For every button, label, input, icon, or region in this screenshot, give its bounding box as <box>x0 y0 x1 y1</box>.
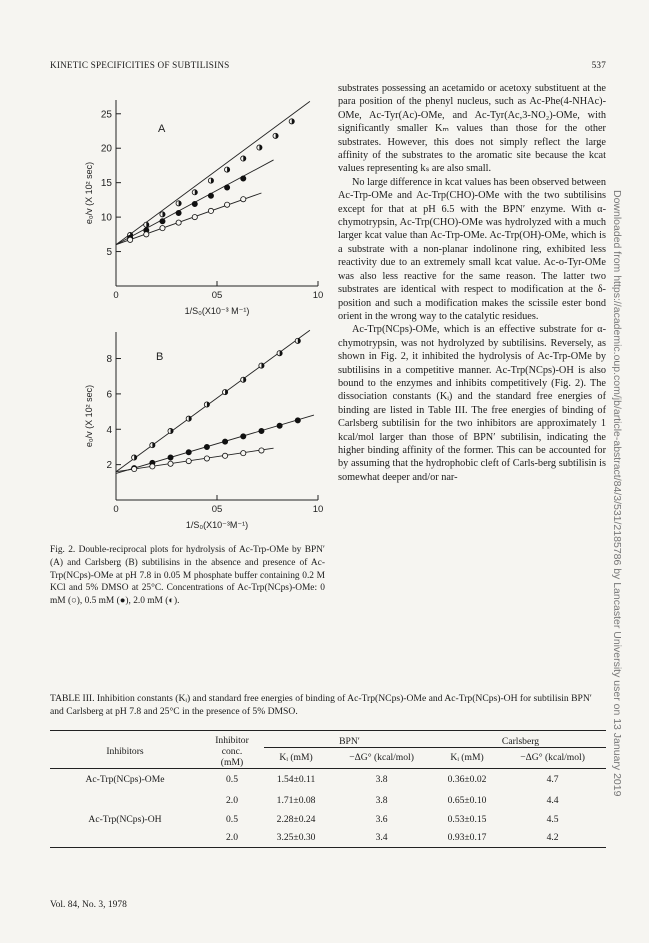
data-point <box>241 451 246 456</box>
figure-caption: Fig. 2. Double-reciprocal plots for hydrolysis of Ac-Trp-OMe by BPN′ (A) and Carlsberg (B) subtilisins in the absence and presence of Ac-Trp(NCps)-OMe at pH 7.8 in 0.05 M phosphate buffer containing 0.2 M KCl and 5% DMSO at 25°C. Concentrations of Ac-Trp(NCps)-OMe: 0 mM (○), 0.5 mM (●), 2.0 mM (◐). <box>50 545 325 607</box>
cell-inhibitor <box>50 829 200 848</box>
y-axis-label: e₀/v (X 10² sec) <box>84 161 94 225</box>
cell-carl-ki: 0.93±0.17 <box>447 832 487 844</box>
data-point <box>150 464 155 469</box>
cell-carl-ki: 0.53±0.15 <box>447 813 487 825</box>
cell-carl-ki: 0.65±0.10 <box>447 794 487 806</box>
x-tick-label: 10 <box>312 504 324 515</box>
data-point <box>204 444 209 449</box>
table-iii <box>50 730 606 848</box>
panel-label: A <box>158 123 166 135</box>
data-point <box>160 226 165 231</box>
data-point <box>259 448 264 453</box>
body-text-column <box>338 82 606 484</box>
series-half <box>116 101 310 244</box>
data-point <box>176 201 181 206</box>
data-point <box>241 377 246 382</box>
cell-conc: 2.0 <box>226 794 238 806</box>
cell-inhibitor: Ac-Trp(NCps)-OH <box>88 813 162 825</box>
data-point <box>241 434 246 439</box>
table-row <box>50 810 606 829</box>
header-title: KINETIC SPECIFICITIES OF SUBTILISINS <box>50 60 230 70</box>
y-tick-label: 6 <box>106 389 112 401</box>
data-point <box>160 219 165 224</box>
header-bpn-dg: −ΔG° (kcal/mol) <box>349 752 414 764</box>
data-point <box>259 428 264 433</box>
series-filled <box>116 415 314 473</box>
y-tick-label: 5 <box>106 247 112 259</box>
data-point <box>257 145 262 150</box>
header-conc-line-2: conc. <box>221 746 243 757</box>
fit-line <box>116 415 314 473</box>
cell-bpn-dg: 3.8 <box>375 774 388 786</box>
header-carl-ki: Kᵢ (mM) <box>450 752 484 764</box>
header-bpn-ki: Kᵢ (mM) <box>279 752 313 764</box>
header-conc <box>200 731 264 769</box>
data-point <box>277 351 282 356</box>
figure-2 <box>50 80 340 540</box>
data-point <box>186 416 191 421</box>
data-point <box>204 402 209 407</box>
data-point <box>241 176 246 181</box>
page-number: 537 <box>591 60 606 70</box>
data-point <box>168 455 173 460</box>
watermark-text: Downloaded from https://academic.oup.com/jb/article-abstract/84/3/531/2185786 by Lancaster University user on 13 January 2019 <box>611 190 623 797</box>
header-inhibitors: Inhibitors <box>106 746 144 757</box>
chart-panel-a <box>84 100 323 316</box>
fit-line <box>116 193 261 245</box>
cell-inhibitor: Ac-Trp(NCps)-OMe <box>85 774 165 786</box>
cell-bpn-dg: 3.4 <box>375 832 388 844</box>
journal-footer: Vol. 84, No. 3, 1978 <box>50 900 127 910</box>
x-tick-label: 05 <box>211 504 223 515</box>
data-point <box>144 222 149 227</box>
header-carlsberg: Carlsberg <box>435 731 606 748</box>
data-point <box>208 193 213 198</box>
panel-label: B <box>156 351 164 363</box>
cell-conc: 0.5 <box>226 774 238 786</box>
y-tick-label: 10 <box>100 212 112 224</box>
fit-line <box>116 448 274 472</box>
y-tick-label: 2 <box>106 460 112 472</box>
data-point <box>186 458 191 463</box>
data-point <box>176 220 181 225</box>
series-filled <box>116 160 274 245</box>
paragraph-1: substrates possessing an acetamido or acetoxy substituent at the para position of the phenyl nucleus, such as Ac-Phe(4-NHAc)-OMe, Ac-Tyr(Ac)-OMe, and Ac-Tyr(Ac,3-NO₂)-OMe, with significantly smaller Kₘ values than those for the other substrates. However, this does not simply reflect the large affinity of the substrates to the aromatic site because the kcat values representing kₛ are also small. <box>338 83 606 175</box>
chart-panel-b <box>84 330 323 530</box>
y-tick-label: 15 <box>100 178 112 190</box>
table-row <box>50 791 606 810</box>
data-point <box>259 363 264 368</box>
data-point <box>222 439 227 444</box>
data-point <box>241 197 246 202</box>
header-bpn: BPN′ <box>264 731 435 748</box>
cell-bpn-dg: 3.8 <box>375 794 388 806</box>
data-point <box>208 208 213 213</box>
data-point <box>192 190 197 195</box>
x-tick-label: 10 <box>312 290 324 301</box>
data-point <box>132 466 137 471</box>
series-open <box>116 193 261 245</box>
data-point <box>128 237 133 242</box>
header-conc-line-1: Inhibitor <box>215 735 249 746</box>
x-tick-label: 05 <box>211 290 223 301</box>
paragraph-3: Ac-Trp(NCps)-OMe, which is an effective substrate for α-chymotrypsin, was not hydrolyzed by subtilisins. Reversely, as shown in Fig. 2, it inhibited the hydrolysis of Ac-Trp-OMe by subtilisins in a competitive manner. Ac-Trp(NCps)-OH is also bound to the enzymes and inhibits competitively (Fig. 2). The dissociation constants (Kᵢ) and the standard free energies of binding are listed in Table III. The free energies of binding of Carlsberg subtilisin for the two inhibitors are approximately 1 kcal/mol larger than those of BPN′ subtilisin, indicating the higher binding affinity of the former. This can be accounted for by assuming that the hydrophobic cleft of Carls-berg subtilisin is somewhat deeper and/or nar- <box>338 324 606 483</box>
data-point <box>222 453 227 458</box>
cell-conc: 2.0 <box>226 832 238 844</box>
cell-conc: 0.5 <box>226 813 238 825</box>
data-point <box>225 202 230 207</box>
cell-carl-dg: 4.4 <box>546 794 559 806</box>
data-point <box>225 167 230 172</box>
data-point <box>160 212 165 217</box>
data-point <box>176 210 181 215</box>
data-point <box>150 443 155 448</box>
data-point <box>144 232 149 237</box>
data-point <box>192 201 197 206</box>
data-point <box>204 456 209 461</box>
data-point <box>289 119 294 124</box>
download-watermark <box>611 190 632 797</box>
x-axis-label: 1/S₀(X10⁻³ M⁻¹) <box>184 306 250 316</box>
data-point <box>186 450 191 455</box>
data-point <box>225 185 230 190</box>
cell-carl-dg: 4.5 <box>546 813 559 825</box>
cell-bpn-ki: 1.71±0.08 <box>276 794 316 806</box>
data-point <box>295 338 300 343</box>
y-tick-label: 25 <box>100 109 112 121</box>
x-axis-label: 1/S₀(X10⁻³M⁻¹) <box>185 520 249 530</box>
data-point <box>295 418 300 423</box>
cell-carl-dg: 4.2 <box>546 832 559 844</box>
series-open <box>116 448 274 472</box>
data-point <box>241 156 246 161</box>
data-point <box>222 390 227 395</box>
paragraph-2: No large difference in kcat values has been observed between Ac-Trp-OMe and Ac-Trp(CHO)-OMe with the two subtilisins except for that at pH 6.5 with the BPN′ enzyme. With α-chymotrypsin, Ac-Trp(CHO)-OMe was hydrolyzed with a much larger kcat value than Ac-Trp-OMe. Ac-Trp(OH)-OMe, which is a substrate with a non-planar indolinone ring, exhibited less reactivity due to an extremely small kcat value. Ac-o-Tyr-OMe was also less reactive for the same reason. The latter two substrates are identical with respect to modification at the δ-position and such a modification makes the scissile ester bond orient in the wrong way to the catalytic residues. <box>338 176 606 322</box>
cell-bpn-ki: 3.25±0.30 <box>276 832 316 844</box>
data-point <box>132 455 137 460</box>
x-tick-label: 0 <box>113 290 119 301</box>
cell-inhibitor <box>50 791 200 810</box>
data-point <box>277 423 282 428</box>
x-tick-label: 0 <box>113 504 119 515</box>
y-tick-label: 8 <box>106 354 112 366</box>
cell-bpn-ki: 2.28±0.24 <box>276 813 316 825</box>
header-carl-dg: −ΔG° (kcal/mol) <box>520 752 585 764</box>
cell-carl-dg: 4.7 <box>546 774 559 786</box>
y-tick-label: 4 <box>106 424 112 436</box>
table-row <box>50 769 606 791</box>
table-row <box>50 829 606 848</box>
table-caption: TABLE III. Inhibition constants (Kᵢ) and standard free energies of binding of Ac-Trp(NCps)-OMe and Ac-Trp(NCps)-OH for subtilisin BPN′ and Carlsberg at pH 7.8 and 25°C in the presence of 5% DMSO. <box>50 693 592 717</box>
header-conc-line-3: (mM) <box>220 757 244 768</box>
data-point <box>273 133 278 138</box>
data-point <box>168 461 173 466</box>
data-point <box>192 215 197 220</box>
y-axis-label: e₀/v (X 10² sec) <box>84 384 94 448</box>
data-point <box>208 178 213 183</box>
cell-carl-ki: 0.36±0.02 <box>447 774 487 786</box>
series-half <box>116 330 310 471</box>
cell-bpn-ki: 1.54±0.11 <box>276 774 316 786</box>
data-point <box>168 428 173 433</box>
cell-bpn-dg: 3.6 <box>375 813 388 825</box>
y-tick-label: 20 <box>100 143 112 155</box>
